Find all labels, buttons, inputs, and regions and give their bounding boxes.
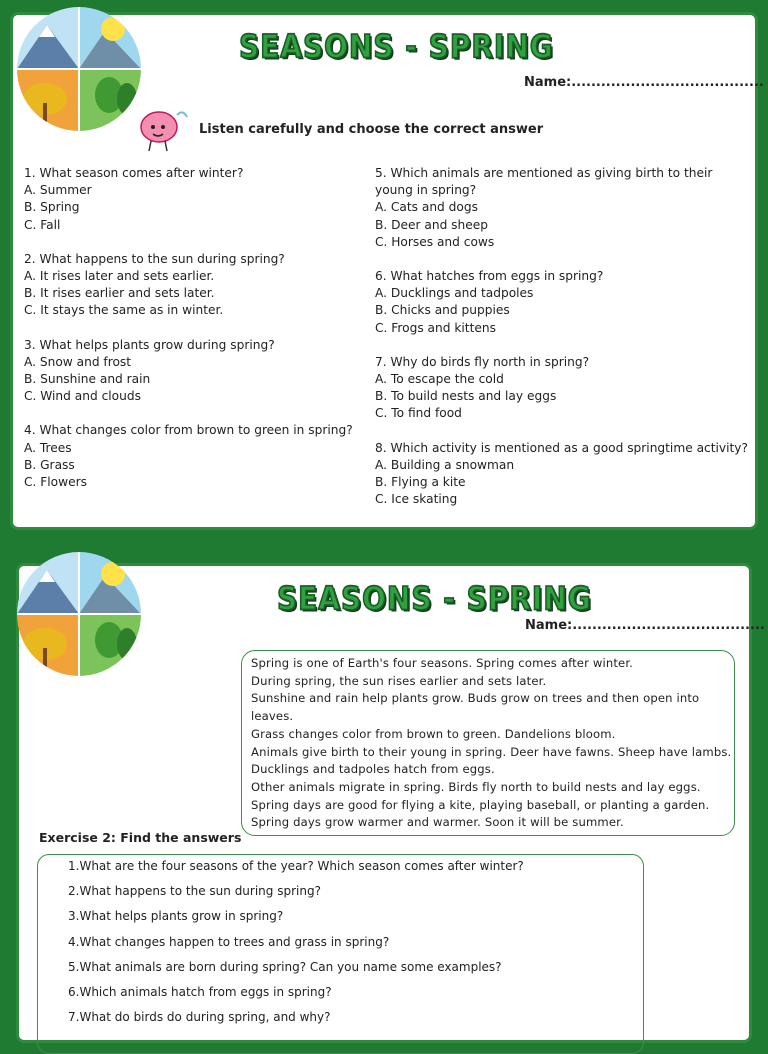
question-block	[24, 422, 354, 491]
question-block	[24, 165, 354, 234]
exercise-question: 5.What animals are born during spring? Can you name some examples?	[68, 959, 502, 974]
answer-option[interactable]: A. Summer	[24, 183, 92, 198]
page-title: SEASONS - SPRING	[239, 27, 554, 66]
answer-option[interactable]: B. Spring	[24, 200, 80, 215]
answer-option[interactable]: A. It rises later and sets earlier.	[24, 269, 215, 284]
answer-option[interactable]: B. Flying a kite	[375, 475, 466, 490]
answer-option[interactable]: C. Ice skating	[375, 492, 458, 507]
answer-option[interactable]: A. Ducklings and tadpoles	[375, 286, 534, 301]
worksheet-1	[10, 12, 764, 530]
reading-line: Ducklings and tadpoles hatch from eggs.	[251, 762, 495, 777]
question-block	[24, 337, 354, 406]
answer-option[interactable]: B. Deer and sheep	[375, 217, 488, 232]
answer-option[interactable]: A. Trees	[24, 440, 72, 455]
page-title: SEASONS - SPRING	[277, 579, 592, 618]
worksheet-2	[16, 563, 765, 1043]
reading-line: Spring is one of Earth's four seasons. Spring comes after winter.	[251, 656, 634, 670]
reading-line: leaves.	[251, 709, 294, 724]
question-block	[24, 251, 354, 320]
questions-left-column	[24, 165, 354, 508]
question-text: 8. Which activity is mentioned as a good springtime activity?	[375, 440, 748, 455]
exercise-question: 4.What changes happen to trees and grass in spring?	[68, 934, 390, 949]
question-text: 4. What changes color from brown to green in spring?	[24, 423, 353, 438]
reading-line: During spring, the sun rises earlier and sets later.	[251, 673, 547, 688]
exercise-question: 2.What happens to the sun during spring?	[68, 884, 321, 899]
brain-mascot-icon	[133, 105, 193, 159]
answer-option[interactable]: C. Wind and clouds	[24, 389, 141, 404]
question-text: 7. Why do birds fly north in spring?	[375, 354, 590, 369]
name-field-label: Name:.......................................	[525, 618, 765, 633]
exercise-question: 7.What do birds do during spring, and why?	[68, 1010, 331, 1025]
reading-line: Animals give birth to their young in spring. Deer have fawns. Sheep have lambs.	[251, 744, 732, 759]
answer-option[interactable]: B. It rises earlier and sets later.	[24, 286, 215, 301]
question-block	[375, 440, 750, 509]
questions-right-column	[375, 165, 750, 525]
answer-option[interactable]: A. Cats and dogs	[375, 200, 478, 215]
answer-option[interactable]: C. Flowers	[24, 475, 87, 490]
question-text: 6. What hatches from eggs in spring?	[375, 269, 604, 284]
question-text: 2. What happens to the sun during spring?	[24, 251, 285, 266]
question-block	[375, 165, 750, 251]
exercise-title: Exercise 2: Find the answers	[39, 830, 242, 845]
seasons-circle-icon	[17, 7, 141, 131]
question-block	[375, 268, 750, 337]
question-text: 3. What helps plants grow during spring?	[24, 337, 275, 352]
answer-option[interactable]: B. Chicks and puppies	[375, 303, 510, 318]
question-block	[375, 354, 750, 423]
answer-option[interactable]: A. To escape the cold	[375, 372, 504, 387]
answer-option[interactable]: B. Grass	[24, 457, 75, 472]
reading-passage	[241, 650, 735, 836]
reading-line: Spring days are good for flying a kite, playing baseball, or planting a garden.	[251, 797, 710, 812]
exercise-question: 3.What helps plants grow in spring?	[68, 909, 284, 924]
reading-line: Other animals migrate in spring. Birds fly north to build nests and lay eggs.	[251, 779, 701, 794]
reading-line: Sunshine and rain help plants grow. Buds grow on trees and then open into	[251, 691, 700, 706]
answer-option[interactable]: B. Sunshine and rain	[24, 372, 151, 387]
answer-option[interactable]: C. Horses and cows	[375, 234, 495, 249]
answer-option[interactable]: A. Building a snowman	[375, 457, 515, 472]
exercise-question: 1.What are the four seasons of the year? Which season comes after winter?	[68, 859, 524, 873]
answer-option[interactable]: C. Frogs and kittens	[375, 320, 496, 335]
instruction-text: Listen carefully and choose the correct answer	[199, 122, 544, 137]
seasons-circle-icon	[17, 552, 141, 676]
exercise-questions-box	[37, 854, 644, 1054]
question-text: 5. Which animals are mentioned as giving birth to their young in spring?	[375, 166, 713, 198]
reading-line: Spring days grow warmer and warmer. Soon it will be summer.	[251, 815, 624, 830]
answer-option[interactable]: C. It stays the same as in winter.	[24, 303, 224, 318]
question-text: 1. What season comes after winter?	[24, 166, 244, 180]
answer-option[interactable]: C. Fall	[24, 217, 61, 232]
answer-option[interactable]: C. To find food	[375, 406, 462, 421]
exercise-question: 6.Which animals hatch from eggs in spring?	[68, 984, 332, 999]
answer-option[interactable]: A. Snow and frost	[24, 354, 132, 369]
name-field-label: Name:.......................................	[524, 75, 764, 90]
answer-option[interactable]: B. To build nests and lay eggs	[375, 389, 557, 404]
reading-line: Grass changes color from brown to green. Dandelions bloom.	[251, 726, 616, 741]
